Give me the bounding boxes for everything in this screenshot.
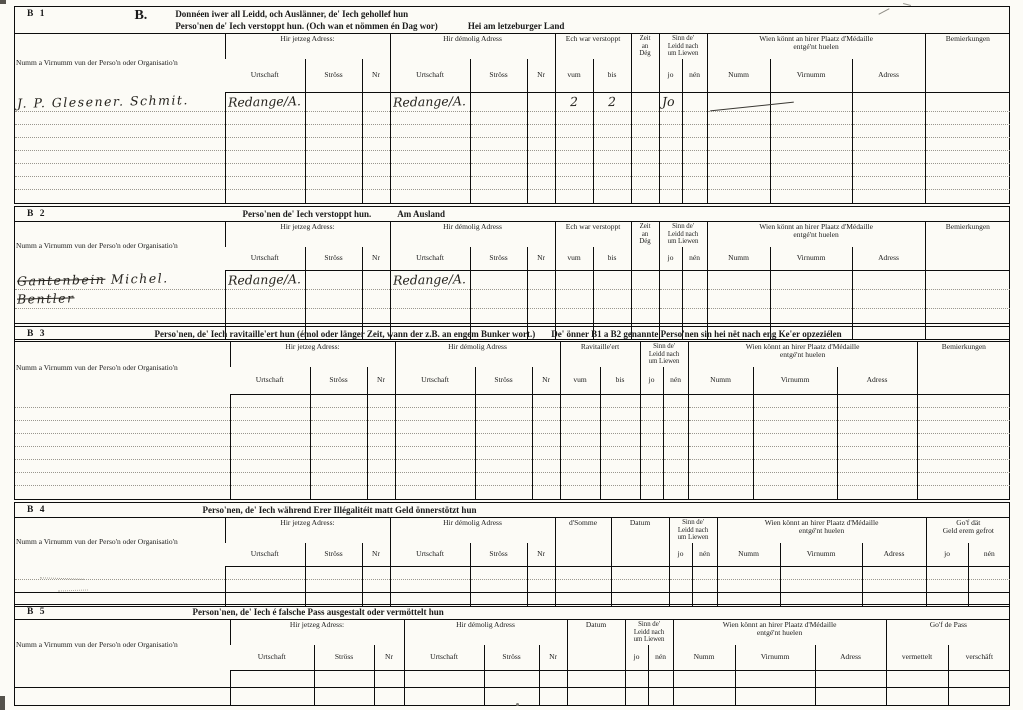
col-nen: nén — [682, 59, 707, 93]
col-datum: Datum — [611, 518, 669, 567]
col-addr-now: Hir jetzeg Adress: — [225, 222, 390, 247]
col-addr-old: Hir démolig Adress — [395, 342, 560, 367]
empty-row — [15, 460, 1010, 473]
handwritten-vum: 2 — [569, 94, 579, 110]
b2-table — [15, 222, 1010, 339]
col-nen: nén — [663, 367, 688, 395]
col-jo: jo — [659, 59, 682, 93]
col-stross: Ströss — [314, 645, 374, 671]
col-adress: Adress — [852, 247, 925, 271]
col-nen: nén — [692, 543, 717, 567]
col-addr-old: Hir démolig Adress — [390, 34, 555, 59]
col-bis: bis — [593, 247, 631, 271]
col-ravitailleert: Ravitaille'ert — [560, 342, 640, 367]
col-alive: Sinn de' Leidd nach um Liewen — [659, 222, 707, 247]
col-nr: Nr — [374, 645, 404, 671]
section-title: Perso'nen de' Iech verstoppt hun. — [242, 209, 372, 219]
empty-row — [15, 580, 1010, 593]
empty-row — [15, 164, 1010, 177]
col-name: Numm a Virnumm vun der Perso'n oder Organisatio'n — [16, 537, 178, 547]
col-stross: Ströss — [484, 645, 539, 671]
section-b4 — [14, 502, 1010, 607]
col-nr: Nr — [362, 543, 390, 567]
col-numm: Numm — [707, 247, 770, 271]
col-urtschaft: Urtschaft — [225, 543, 305, 567]
b4-table — [15, 518, 1010, 606]
col-stross: Ströss — [470, 543, 527, 567]
b1-table — [15, 34, 1010, 203]
col-medal: Wien könnt an hirer Plaatz d'Médaille entgé'nt huelen — [717, 518, 926, 543]
handwritten-name: Gantenbein Michel. — [16, 270, 169, 289]
col-urtschaft: Urtschaft — [390, 59, 470, 93]
entry-row — [15, 290, 1010, 309]
handwritten-bis: 2 — [607, 94, 617, 110]
col-addr-now: Hir jetzeg Adress: — [225, 518, 390, 543]
col-addr-old: Hir démolig Adress — [390, 222, 555, 247]
col-alive: Sinn de' Leidd nach um Liewen — [659, 34, 707, 59]
col-adress: Adress — [852, 59, 925, 93]
empty-row — [15, 125, 1010, 138]
col-urtschaft: Urtschaft — [225, 59, 305, 93]
handwritten-name: Bentler — [16, 290, 75, 307]
section-id: B 1 — [27, 9, 47, 19]
col-addr-now: Hir jetzeg Adress: — [225, 34, 390, 59]
section-title: Perso'nen, de' Iech während Erer Illégalitéit matt Geld önnerstötzt hun — [202, 505, 477, 515]
entry-row — [15, 93, 1010, 112]
col-somme: d'Somme — [555, 518, 611, 567]
col-hidden-period: Ech war verstoppt — [555, 34, 631, 59]
col-alive: Sinn de' Leidd nach um Liewen — [640, 342, 688, 367]
col-medal: Wien könnt an hirer Plaatz d'Médaille entgé'nt huelen — [688, 342, 917, 367]
section-subtitle: Am Ausland — [397, 209, 446, 219]
col-nr: Nr — [539, 645, 567, 671]
section-id: B 3 — [27, 329, 47, 339]
empty-row — [15, 434, 1010, 447]
col-name: Numm a Virnumm vun der Perso'n oder Organisatio'n — [16, 640, 178, 650]
empty-row — [15, 138, 1010, 151]
col-alive: Sinn de' Leidd nach um Liewen — [669, 518, 717, 543]
section-title: Perso'nen, de' Iech ravitaille'ert hun (émol oder länger Zeit, wann der z.B. an engem Bunker wort.) — [154, 329, 536, 339]
section-title: Person'nen, de' Iech é falsche Pass ausgestalt oder vermöttelt hun — [192, 607, 444, 617]
col-bemierkungen: Bemierkungen — [925, 222, 1010, 271]
col-medal: Wien könnt an hirer Plaatz d'Médaille entgé'nt huelen — [707, 222, 925, 247]
col-vermettelt: vermettelt — [886, 645, 948, 671]
col-geld-gefrot: Go'f dät Geld erem gefrot — [926, 518, 1010, 543]
col-nr: Nr — [527, 247, 555, 271]
handwritten-address-now: Redange/A. — [227, 93, 301, 111]
col-nr: Nr — [362, 247, 390, 271]
col-virnumm: Virnumm — [735, 645, 815, 671]
col-stross: Ströss — [310, 367, 367, 395]
col-numm: Numm — [707, 59, 770, 93]
col-nen: nén — [648, 645, 673, 671]
empty-row — [15, 473, 1010, 486]
col-nr: Nr — [367, 367, 395, 395]
col-adress: Adress — [862, 543, 926, 567]
section-b1 — [14, 6, 1010, 204]
col-virnumm: Virnumm — [770, 247, 852, 271]
empty-row — [15, 395, 1010, 408]
col-urtschaft: Urtschaft — [390, 543, 470, 567]
col-stross: Ströss — [475, 367, 532, 395]
col-vum: vum — [555, 247, 593, 271]
col-numm: Numm — [688, 367, 753, 395]
section-title-right: Hei am letzeburger Land — [467, 20, 565, 31]
col-virnumm: Virnumm — [780, 543, 862, 567]
col-jo: jo — [659, 247, 682, 271]
section-b5 — [14, 604, 1010, 706]
empty-row — [15, 190, 1010, 203]
pencil-mark — [516, 703, 519, 706]
section-id: B 2 — [27, 209, 47, 219]
col-medal: Wien könnt an hirer Plaatz d'Médaille entgé'nt huelen — [707, 34, 925, 59]
section-title-line1: Donnéen iwer all Leidd, och Auslänner, de' Iech gehollef hun — [175, 9, 409, 19]
empty-row — [15, 112, 1010, 125]
section-b1-header — [15, 7, 1009, 34]
col-vum: vum — [555, 59, 593, 93]
col-adress: Adress — [815, 645, 886, 671]
col-numm: Numm — [717, 543, 780, 567]
col-name: Numm a Virnumm vun der Perso'n oder Organisatio'n — [16, 58, 178, 68]
empty-row — [15, 567, 1010, 580]
section-id: B 5 — [27, 607, 47, 617]
col-numm: Numm — [673, 645, 735, 671]
empty-row — [15, 688, 1010, 705]
col-zeit: Zeit an Dég — [631, 34, 659, 93]
empty-row — [15, 309, 1010, 324]
col-zeit: Zeit an Dég — [631, 222, 659, 271]
scan-artifact — [0, 696, 5, 710]
col-urtschaft: Urtschaft — [225, 247, 305, 271]
col-urtschaft: Urtschaft — [230, 367, 310, 395]
col-urtschaft: Urtschaft — [404, 645, 484, 671]
col-urtschaft: Urtschaft — [230, 645, 314, 671]
empty-row — [15, 421, 1010, 434]
scan-artifact — [0, 0, 6, 4]
col-nr: Nr — [532, 367, 560, 395]
col-stross: Ströss — [470, 247, 527, 271]
col-hidden-period: Ech war verstoppt — [555, 222, 631, 247]
col-adress: Adress — [837, 367, 917, 395]
col-jo: jo — [926, 543, 968, 567]
section-b3-header — [15, 327, 1009, 342]
col-medal: Wien könnt an hirer Plaatz d'Médaille entgé'nt huelen — [673, 620, 886, 645]
b5-table — [15, 620, 1010, 705]
section-b4-header — [15, 503, 1009, 518]
col-stross: Ströss — [305, 59, 362, 93]
col-addr-now: Hir jetzeg Adress: — [230, 620, 404, 645]
empty-row — [15, 671, 1010, 688]
col-nr: Nr — [527, 543, 555, 567]
col-bis: bis — [593, 59, 631, 93]
entry-row — [15, 271, 1010, 290]
empty-row — [15, 177, 1010, 190]
col-alive: Sinn de' Leidd nach um Liewen — [625, 620, 673, 645]
col-name: Numm a Virnumm vun der Perso'n oder Organisatio'n — [16, 241, 178, 251]
section-b2 — [14, 206, 1010, 340]
col-urtschaft: Urtschaft — [395, 367, 475, 395]
col-bis: bis — [600, 367, 640, 395]
col-stross: Ströss — [305, 543, 362, 567]
col-urtschaft: Urtschaft — [390, 247, 470, 271]
col-bemierkungen: Bemierkungen — [925, 34, 1010, 93]
col-stross: Ströss — [470, 59, 527, 93]
col-bemierkungen: Bemierkungen — [917, 342, 1010, 395]
section-subtitle: De' önner B1 a B2 genannte Perso'nen sin hei nët nach eng Ke'er opzeziélen — [551, 329, 842, 339]
col-addr-old: Hir démolig Adress — [404, 620, 567, 645]
empty-row — [15, 486, 1010, 499]
col-stross: Ströss — [305, 247, 362, 271]
col-nen: nén — [968, 543, 1010, 567]
col-jo: jo — [625, 645, 648, 671]
col-jo: jo — [640, 367, 663, 395]
b3-table — [15, 342, 1010, 499]
col-vum: vum — [560, 367, 600, 395]
col-nr: Nr — [527, 59, 555, 93]
section-title-block — [175, 9, 564, 32]
empty-row — [15, 408, 1010, 421]
empty-row — [15, 447, 1010, 460]
section-b5-header — [15, 605, 1009, 620]
col-gof-de-pass: Go'f de Pass — [886, 620, 1010, 645]
section-title-line2: Perso'nen de' Iech verstoppt hun. (Och wan et nömmen én Dag wor) — [175, 20, 438, 31]
col-virnumm: Virnumm — [753, 367, 837, 395]
handwritten-alive: Jo — [661, 94, 675, 110]
section-b2-header — [15, 207, 1009, 222]
handwritten-name: J. P. Glesener. Schmit. — [16, 92, 190, 111]
col-name: Numm a Virnumm vun der Perso'n oder Organisatio'n — [16, 363, 178, 373]
section-letter: B. — [134, 8, 148, 23]
empty-row — [15, 151, 1010, 164]
col-nr: Nr — [362, 59, 390, 93]
handwritten-address-now: Redange/A. — [227, 271, 301, 289]
section-id: B 4 — [27, 505, 47, 515]
col-datum: Datum — [567, 620, 625, 671]
col-addr-old: Hir démolig Adress — [390, 518, 555, 543]
handwritten-address-old: Redange/A. — [392, 271, 466, 289]
handwritten-address-old: Redange/A. — [392, 93, 466, 111]
col-virnumm: Virnumm — [770, 59, 852, 93]
col-verschaft: verschäft — [948, 645, 1010, 671]
col-jo: jo — [669, 543, 692, 567]
col-addr-now: Hir jetzeg Adress: — [230, 342, 395, 367]
section-b3 — [14, 326, 1010, 500]
col-nen: nén — [682, 247, 707, 271]
